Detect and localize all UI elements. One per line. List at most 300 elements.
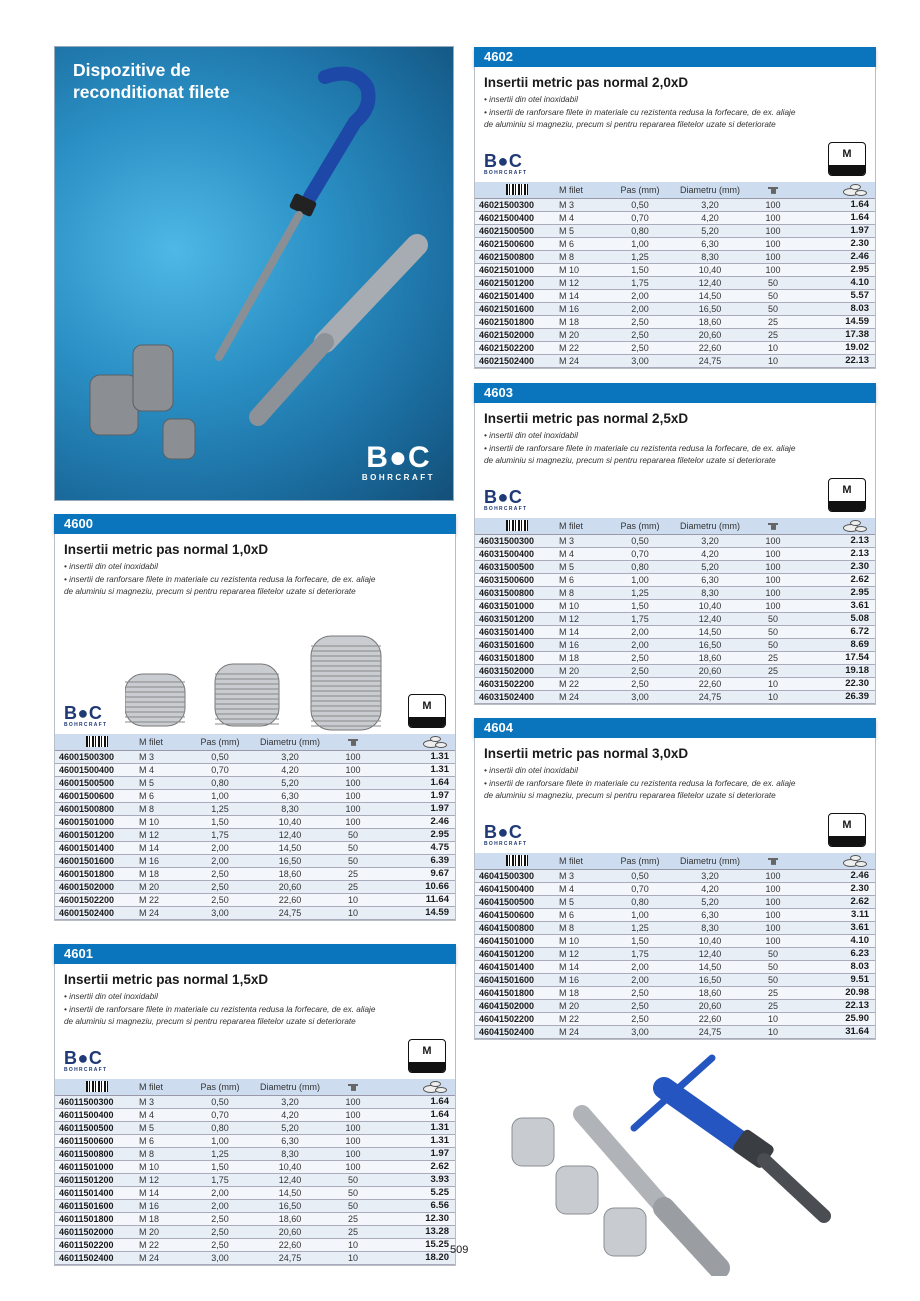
price: 14.59 xyxy=(375,906,455,919)
barcode-icon xyxy=(506,520,528,531)
article-code: 46011502200 xyxy=(55,1238,139,1251)
barcode-icon xyxy=(506,855,528,866)
price: 14.59 xyxy=(795,315,875,328)
metric-badge xyxy=(828,142,866,176)
bullet-material: • insertii din otel inoxidabil xyxy=(484,431,578,440)
section-body xyxy=(54,964,456,1266)
diameter: 24,75 xyxy=(669,690,751,703)
article-code: 46031501800 xyxy=(475,651,559,664)
price: 1.97 xyxy=(375,789,455,802)
column-mfilet: M filet xyxy=(559,518,611,534)
table-row xyxy=(475,882,875,895)
column-mfilet: M filet xyxy=(559,182,611,198)
article-code: 46011500300 xyxy=(55,1095,139,1108)
pitch: 0,70 xyxy=(611,882,669,895)
price: 1.64 xyxy=(375,776,455,789)
pack-quantity: 100 xyxy=(751,547,795,560)
table-row xyxy=(475,973,875,986)
pack-quantity: 100 xyxy=(331,1134,375,1147)
pitch: 1,75 xyxy=(191,828,249,841)
diameter: 6,30 xyxy=(669,908,751,921)
logo-subtext: BOHRCRAFT xyxy=(484,506,528,512)
table-row xyxy=(55,867,455,880)
section-body xyxy=(474,738,876,1040)
pack-quantity: 25 xyxy=(331,880,375,893)
pack-quantity: 10 xyxy=(331,1251,375,1264)
diameter: 16,50 xyxy=(669,638,751,651)
thread-size: M 10 xyxy=(559,263,611,276)
thread-size: M 18 xyxy=(139,867,191,880)
pack-quantity: 100 xyxy=(751,211,795,224)
table-row xyxy=(475,534,875,547)
column-pas: Pas (mm) xyxy=(191,1079,249,1095)
diameter: 6,30 xyxy=(669,573,751,586)
pitch: 2,00 xyxy=(191,841,249,854)
box-icon xyxy=(768,523,778,530)
article-code: 46021501400 xyxy=(475,289,559,302)
article-code: 46031501600 xyxy=(475,638,559,651)
table-row xyxy=(475,664,875,677)
article-code: 46031500300 xyxy=(475,534,559,547)
table-row xyxy=(55,1121,455,1134)
diameter: 14,50 xyxy=(669,960,751,973)
section-body xyxy=(54,534,456,921)
pack-quantity: 100 xyxy=(751,586,795,599)
column-price xyxy=(375,1079,455,1095)
diameter: 5,20 xyxy=(669,895,751,908)
pack-quantity: 100 xyxy=(331,1160,375,1173)
price: 4.10 xyxy=(795,934,875,947)
pack-quantity: 100 xyxy=(751,263,795,276)
pitch: 1,50 xyxy=(611,599,669,612)
coins-icon xyxy=(843,184,869,196)
article-code: 46041501400 xyxy=(475,960,559,973)
diameter: 3,20 xyxy=(669,198,751,211)
price: 1.31 xyxy=(375,763,455,776)
price: 2.46 xyxy=(795,250,875,263)
coins-icon xyxy=(423,736,449,748)
article-code: 46041500600 xyxy=(475,908,559,921)
price: 4.75 xyxy=(375,841,455,854)
column-code xyxy=(55,734,139,750)
article-code: 46021502200 xyxy=(475,341,559,354)
diameter: 4,20 xyxy=(669,882,751,895)
barcode-icon xyxy=(86,736,108,747)
table-row xyxy=(55,1108,455,1121)
pack-quantity: 100 xyxy=(331,776,375,789)
section-number: 4600 xyxy=(54,514,456,534)
section-body xyxy=(474,403,876,705)
metric-badge xyxy=(408,694,446,728)
diameter: 24,75 xyxy=(249,1251,331,1264)
article-code: 46041501000 xyxy=(475,934,559,947)
bullet-usage: • insertii de ranforsare filete in materiale cu rezistenta redusa la forfecare, de ex. aliaje xyxy=(64,1004,376,1014)
article-code: 46041501200 xyxy=(475,947,559,960)
pitch: 2,50 xyxy=(611,664,669,677)
pack-quantity: 100 xyxy=(751,573,795,586)
price: 8.03 xyxy=(795,302,875,315)
thread-size: M 10 xyxy=(559,934,611,947)
diameter: 3,20 xyxy=(669,534,751,547)
section-number: 4603 xyxy=(474,383,876,403)
table-row xyxy=(475,328,875,341)
section-4603 xyxy=(474,383,876,705)
bullet-material: • insertii din otel inoxidabil xyxy=(484,766,578,775)
table-row xyxy=(475,573,875,586)
price: 26.39 xyxy=(795,690,875,703)
thread-size: M 8 xyxy=(559,250,611,263)
barcode-icon xyxy=(506,184,528,195)
price: 25.90 xyxy=(795,1012,875,1025)
product-table xyxy=(475,518,875,704)
table-row xyxy=(55,776,455,789)
table-row xyxy=(475,547,875,560)
pack-quantity: 100 xyxy=(331,815,375,828)
thread-size: M 5 xyxy=(139,776,191,789)
pack-quantity: 100 xyxy=(331,789,375,802)
article-code: 46021500800 xyxy=(475,250,559,263)
pack-quantity: 10 xyxy=(751,1025,795,1038)
bullet-material: • insertii din otel inoxidabil xyxy=(64,562,158,571)
diameter: 4,20 xyxy=(669,547,751,560)
section-4601 xyxy=(54,944,456,1266)
hero-title-line2: reconditionat filete xyxy=(73,82,230,102)
column-mfilet: M filet xyxy=(559,853,611,869)
price: 3.61 xyxy=(795,599,875,612)
table-row xyxy=(475,302,875,315)
diameter: 16,50 xyxy=(669,302,751,315)
pitch: 1,25 xyxy=(611,921,669,934)
article-code: 46021502000 xyxy=(475,328,559,341)
thread-size: M 5 xyxy=(559,560,611,573)
table-row xyxy=(475,869,875,882)
thread-size: M 22 xyxy=(139,893,191,906)
pack-quantity: 10 xyxy=(751,354,795,367)
article-code: 46011501600 xyxy=(55,1199,139,1212)
table-row xyxy=(475,250,875,263)
article-code: 46011501200 xyxy=(55,1173,139,1186)
thread-size: M 12 xyxy=(559,612,611,625)
price: 6.23 xyxy=(795,947,875,960)
pitch: 2,50 xyxy=(191,880,249,893)
pitch: 0,70 xyxy=(191,1108,249,1121)
price: 31.64 xyxy=(795,1025,875,1038)
pack-quantity: 25 xyxy=(751,986,795,999)
metric-badge-bar xyxy=(409,717,445,728)
pack-quantity: 50 xyxy=(331,854,375,867)
table-row xyxy=(475,586,875,599)
diameter: 10,40 xyxy=(669,934,751,947)
metric-badge-bar xyxy=(409,1062,445,1073)
metric-badge-label: M xyxy=(842,148,852,160)
pack-quantity: 100 xyxy=(751,237,795,250)
table-row xyxy=(475,341,875,354)
price: 1.64 xyxy=(795,211,875,224)
diameter: 16,50 xyxy=(669,973,751,986)
table-row xyxy=(55,1212,455,1225)
thread-size: M 22 xyxy=(559,1012,611,1025)
pack-quantity: 100 xyxy=(331,1121,375,1134)
pitch: 1,25 xyxy=(611,250,669,263)
table-header-row xyxy=(475,182,875,198)
bullet-usage-cont: de aluminiu si magneziu, precum si pentru repararea filetelor uzate si deteriorate xyxy=(484,791,776,800)
pitch: 0,70 xyxy=(611,547,669,560)
column-pas: Pas (mm) xyxy=(191,734,249,750)
table-row xyxy=(475,651,875,664)
pack-quantity: 50 xyxy=(331,1199,375,1212)
diameter: 22,60 xyxy=(669,677,751,690)
diameter: 20,60 xyxy=(249,1225,331,1238)
pitch: 3,00 xyxy=(611,354,669,367)
price: 2.46 xyxy=(375,815,455,828)
thread-size: M 8 xyxy=(559,586,611,599)
thread-size: M 18 xyxy=(559,315,611,328)
table-row xyxy=(55,789,455,802)
logo-mark: B●C xyxy=(484,822,523,842)
section-4602 xyxy=(474,47,876,369)
price: 3.61 xyxy=(795,921,875,934)
table-row xyxy=(55,1238,455,1251)
pitch: 2,50 xyxy=(611,651,669,664)
pitch: 1,00 xyxy=(191,1134,249,1147)
thread-size: M 22 xyxy=(559,341,611,354)
pack-quantity: 50 xyxy=(751,276,795,289)
section-number: 4604 xyxy=(474,718,876,738)
diameter: 5,20 xyxy=(249,776,331,789)
pitch: 0,80 xyxy=(191,776,249,789)
pitch: 2,00 xyxy=(611,625,669,638)
thread-size: M 18 xyxy=(559,986,611,999)
table-row xyxy=(55,1095,455,1108)
pack-quantity: 50 xyxy=(751,638,795,651)
article-code: 46011502000 xyxy=(55,1225,139,1238)
thread-size: M 8 xyxy=(139,802,191,815)
pack-quantity: 10 xyxy=(751,1012,795,1025)
thread-size: M 14 xyxy=(559,625,611,638)
pitch: 1,50 xyxy=(611,934,669,947)
pitch: 3,00 xyxy=(611,690,669,703)
section-title: Insertii metric pas normal 1,0xD xyxy=(64,542,269,557)
price: 2.13 xyxy=(795,534,875,547)
article-code: 46001500500 xyxy=(55,776,139,789)
article-code: 46031502400 xyxy=(475,690,559,703)
article-code: 46011500800 xyxy=(55,1147,139,1160)
column-mfilet: M filet xyxy=(139,1079,191,1095)
pack-quantity: 100 xyxy=(331,750,375,763)
pitch: 2,50 xyxy=(191,1212,249,1225)
pitch: 1,50 xyxy=(191,815,249,828)
section-description xyxy=(55,964,455,1079)
column-qty xyxy=(331,1079,375,1095)
diameter: 6,30 xyxy=(249,1134,331,1147)
pitch: 0,50 xyxy=(611,534,669,547)
table-row xyxy=(55,750,455,763)
price: 22.13 xyxy=(795,999,875,1012)
thread-size: M 4 xyxy=(559,547,611,560)
price: 2.95 xyxy=(375,828,455,841)
price: 20.98 xyxy=(795,986,875,999)
pitch: 2,00 xyxy=(191,1199,249,1212)
column-diametru: Diametru (mm) xyxy=(249,1079,331,1095)
metric-badge-bar xyxy=(829,836,865,847)
price: 17.54 xyxy=(795,651,875,664)
thread-size: M 20 xyxy=(559,999,611,1012)
pitch: 2,00 xyxy=(191,854,249,867)
logo-mark: B●C xyxy=(484,151,523,171)
price: 11.64 xyxy=(375,893,455,906)
thread-size: M 8 xyxy=(559,921,611,934)
article-code: 46041500300 xyxy=(475,869,559,882)
pack-quantity: 10 xyxy=(331,893,375,906)
diameter: 12,40 xyxy=(669,276,751,289)
bohrcraft-logo xyxy=(484,488,527,512)
pitch: 0,50 xyxy=(611,869,669,882)
section-bullets xyxy=(475,761,875,803)
thread-size: M 5 xyxy=(139,1121,191,1134)
article-code: 46041501600 xyxy=(475,973,559,986)
bullet-material: • insertii din otel inoxidabil xyxy=(64,992,158,1001)
thread-size: M 10 xyxy=(139,1160,191,1173)
column-pas: Pas (mm) xyxy=(611,853,669,869)
logo-mark: B●C xyxy=(64,703,103,723)
thread-size: M 12 xyxy=(559,947,611,960)
bohrcraft-logo xyxy=(484,823,527,847)
bullet-usage: • insertii de ranforsare filete in materiale cu rezistenta redusa la forfecare, de ex. aliaje xyxy=(64,574,376,584)
article-code: 46031500400 xyxy=(475,547,559,560)
pack-quantity: 10 xyxy=(751,677,795,690)
column-code xyxy=(475,182,559,198)
pitch: 2,00 xyxy=(611,289,669,302)
diameter: 14,50 xyxy=(669,625,751,638)
thread-size: M 16 xyxy=(139,1199,191,1212)
price: 19.18 xyxy=(795,664,875,677)
thread-size: M 3 xyxy=(559,198,611,211)
thread-size: M 24 xyxy=(559,1025,611,1038)
table-row xyxy=(55,1147,455,1160)
thread-size: M 18 xyxy=(559,651,611,664)
price: 1.97 xyxy=(795,224,875,237)
pitch: 0,80 xyxy=(191,1121,249,1134)
price: 5.25 xyxy=(375,1186,455,1199)
thread-size: M 14 xyxy=(559,960,611,973)
bullet-usage-cont: de aluminiu si magneziu, precum si pentru repararea filetelor uzate si deteriorate xyxy=(64,587,356,596)
pitch: 0,70 xyxy=(611,211,669,224)
thread-size: M 6 xyxy=(139,789,191,802)
price: 18.20 xyxy=(375,1251,455,1264)
table-row xyxy=(55,763,455,776)
pack-quantity: 100 xyxy=(751,599,795,612)
section-bullets xyxy=(475,426,875,468)
pack-quantity: 100 xyxy=(751,198,795,211)
price: 5.08 xyxy=(795,612,875,625)
diameter: 18,60 xyxy=(249,867,331,880)
diameter: 12,40 xyxy=(669,947,751,960)
section-description xyxy=(55,534,455,734)
diameter: 8,30 xyxy=(669,921,751,934)
pitch: 1,00 xyxy=(191,789,249,802)
pitch: 1,50 xyxy=(191,1160,249,1173)
diameter: 8,30 xyxy=(249,1147,331,1160)
section-bullets xyxy=(475,90,875,132)
section-title: Insertii metric pas normal 3,0xD xyxy=(484,746,689,761)
table-row xyxy=(55,1160,455,1173)
pack-quantity: 50 xyxy=(751,302,795,315)
pitch: 1,25 xyxy=(191,1147,249,1160)
logo-subtext: BOHRCRAFT xyxy=(361,473,435,482)
article-code: 46031500600 xyxy=(475,573,559,586)
hero-image xyxy=(54,46,454,501)
table-row xyxy=(55,854,455,867)
article-code: 46001501600 xyxy=(55,854,139,867)
price: 1.31 xyxy=(375,1134,455,1147)
column-diametru: Diametru (mm) xyxy=(669,853,751,869)
pitch: 2,50 xyxy=(611,1012,669,1025)
metric-badge xyxy=(828,478,866,512)
coins-icon xyxy=(843,520,869,532)
article-code: 46001501800 xyxy=(55,867,139,880)
article-code: 46031501400 xyxy=(475,625,559,638)
thread-size: M 3 xyxy=(139,750,191,763)
table-row xyxy=(475,198,875,211)
pitch: 0,80 xyxy=(611,895,669,908)
pitch: 2,50 xyxy=(611,677,669,690)
price: 2.13 xyxy=(795,547,875,560)
thread-size: M 6 xyxy=(139,1134,191,1147)
diameter: 20,60 xyxy=(249,880,331,893)
pack-quantity: 50 xyxy=(751,960,795,973)
table-row xyxy=(55,1251,455,1264)
pack-quantity: 100 xyxy=(751,224,795,237)
thread-inserts-illustration xyxy=(125,632,395,732)
box-icon xyxy=(348,1084,358,1091)
article-code: 46021501000 xyxy=(475,263,559,276)
hero-title-line1: Dispozitive de xyxy=(73,60,191,80)
article-code: 46021500300 xyxy=(475,198,559,211)
pitch: 3,00 xyxy=(191,906,249,919)
pack-quantity: 100 xyxy=(331,1147,375,1160)
logo-subtext: BOHRCRAFT xyxy=(64,722,108,728)
article-code: 46001501200 xyxy=(55,828,139,841)
table-row xyxy=(475,289,875,302)
column-qty xyxy=(331,734,375,750)
pack-quantity: 50 xyxy=(751,625,795,638)
table-row xyxy=(475,908,875,921)
article-code: 46021501200 xyxy=(475,276,559,289)
article-code: 46001500800 xyxy=(55,802,139,815)
diameter: 24,75 xyxy=(249,906,331,919)
section-bullets xyxy=(55,987,455,1029)
price: 6.56 xyxy=(375,1199,455,1212)
price: 6.39 xyxy=(375,854,455,867)
column-diametru: Diametru (mm) xyxy=(669,518,751,534)
pitch: 0,50 xyxy=(191,750,249,763)
table-header-row xyxy=(55,734,455,750)
thread-size: M 24 xyxy=(559,690,611,703)
diameter: 24,75 xyxy=(669,354,751,367)
pack-quantity: 10 xyxy=(331,1238,375,1251)
price: 1.64 xyxy=(795,198,875,211)
coins-icon xyxy=(843,855,869,867)
price: 2.95 xyxy=(795,586,875,599)
price: 19.02 xyxy=(795,341,875,354)
pack-quantity: 100 xyxy=(331,1108,375,1121)
pitch: 1,00 xyxy=(611,908,669,921)
column-price xyxy=(795,853,875,869)
table-row xyxy=(475,315,875,328)
diameter: 8,30 xyxy=(669,586,751,599)
thread-size: M 5 xyxy=(559,895,611,908)
article-code: 46021501800 xyxy=(475,315,559,328)
